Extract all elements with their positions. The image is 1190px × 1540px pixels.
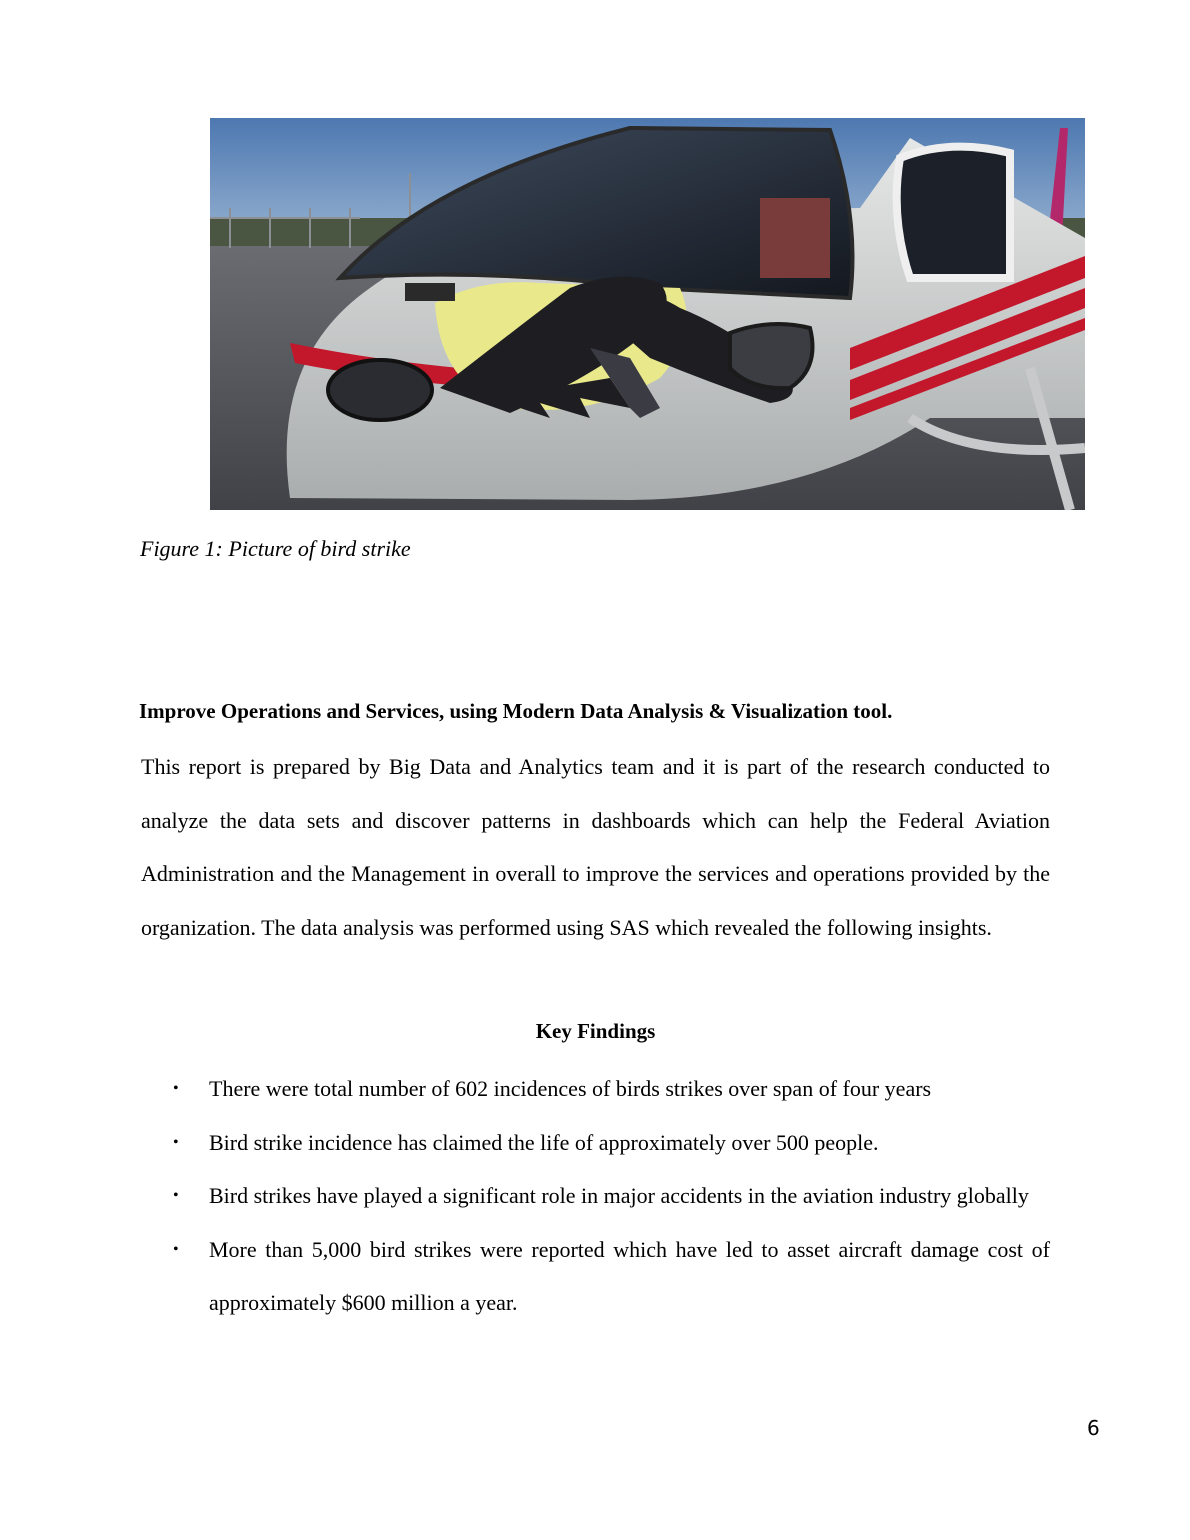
finding-text: There were total number of 602 incidences of birds strikes over span of four years: [209, 1076, 932, 1101]
intro-paragraph: This report is prepared by Big Data and Analytics team and it is part of the research conducted to analyze the data sets and discover patterns in dashboards which can help the Federal Aviation Administration and the Management in overall to improve the services and operations provided by the organization. The data analysis was performed using SAS which revealed the following insights.: [141, 754, 1050, 940]
finding-text: Bird strikes have played a significant role in major accidents in the aviation industry globally: [209, 1183, 1029, 1209]
bullet-icon: •: [173, 1240, 179, 1258]
bird-strike-illustration: [210, 118, 1085, 510]
finding-item: [141, 1062, 1050, 1116]
bird-strike-photo: [210, 118, 1085, 510]
bullet-icon: •: [173, 1187, 179, 1205]
door-window: [897, 147, 1010, 278]
finding-item: [141, 1116, 1050, 1170]
landing-light: [328, 360, 432, 420]
finding-text: More than 5,000 bird strikes were reported which have led to asset aircraft damage cost of approximately $600 million a year.: [209, 1236, 1050, 1316]
key-findings-list: [141, 1062, 1050, 1330]
figure-caption: Figure 1: Picture of bird strike: [140, 536, 411, 561]
finding-item: [141, 1169, 1050, 1223]
vent-grille: [405, 283, 455, 301]
finding-item: [141, 1223, 1050, 1330]
bullet-icon: •: [173, 1133, 179, 1151]
section-heading: Improve Operations and Services, using Modern Data Analysis & Visualization tool.: [139, 699, 893, 723]
seat: [760, 198, 830, 278]
side-mirror: [730, 324, 813, 388]
page-number: 6: [1087, 1416, 1100, 1440]
bullet-icon: •: [173, 1080, 179, 1097]
finding-text: Bird strike incidence has claimed the life of approximately over 500 people.: [209, 1129, 879, 1155]
key-findings-heading: Key Findings: [535, 1019, 656, 1043]
